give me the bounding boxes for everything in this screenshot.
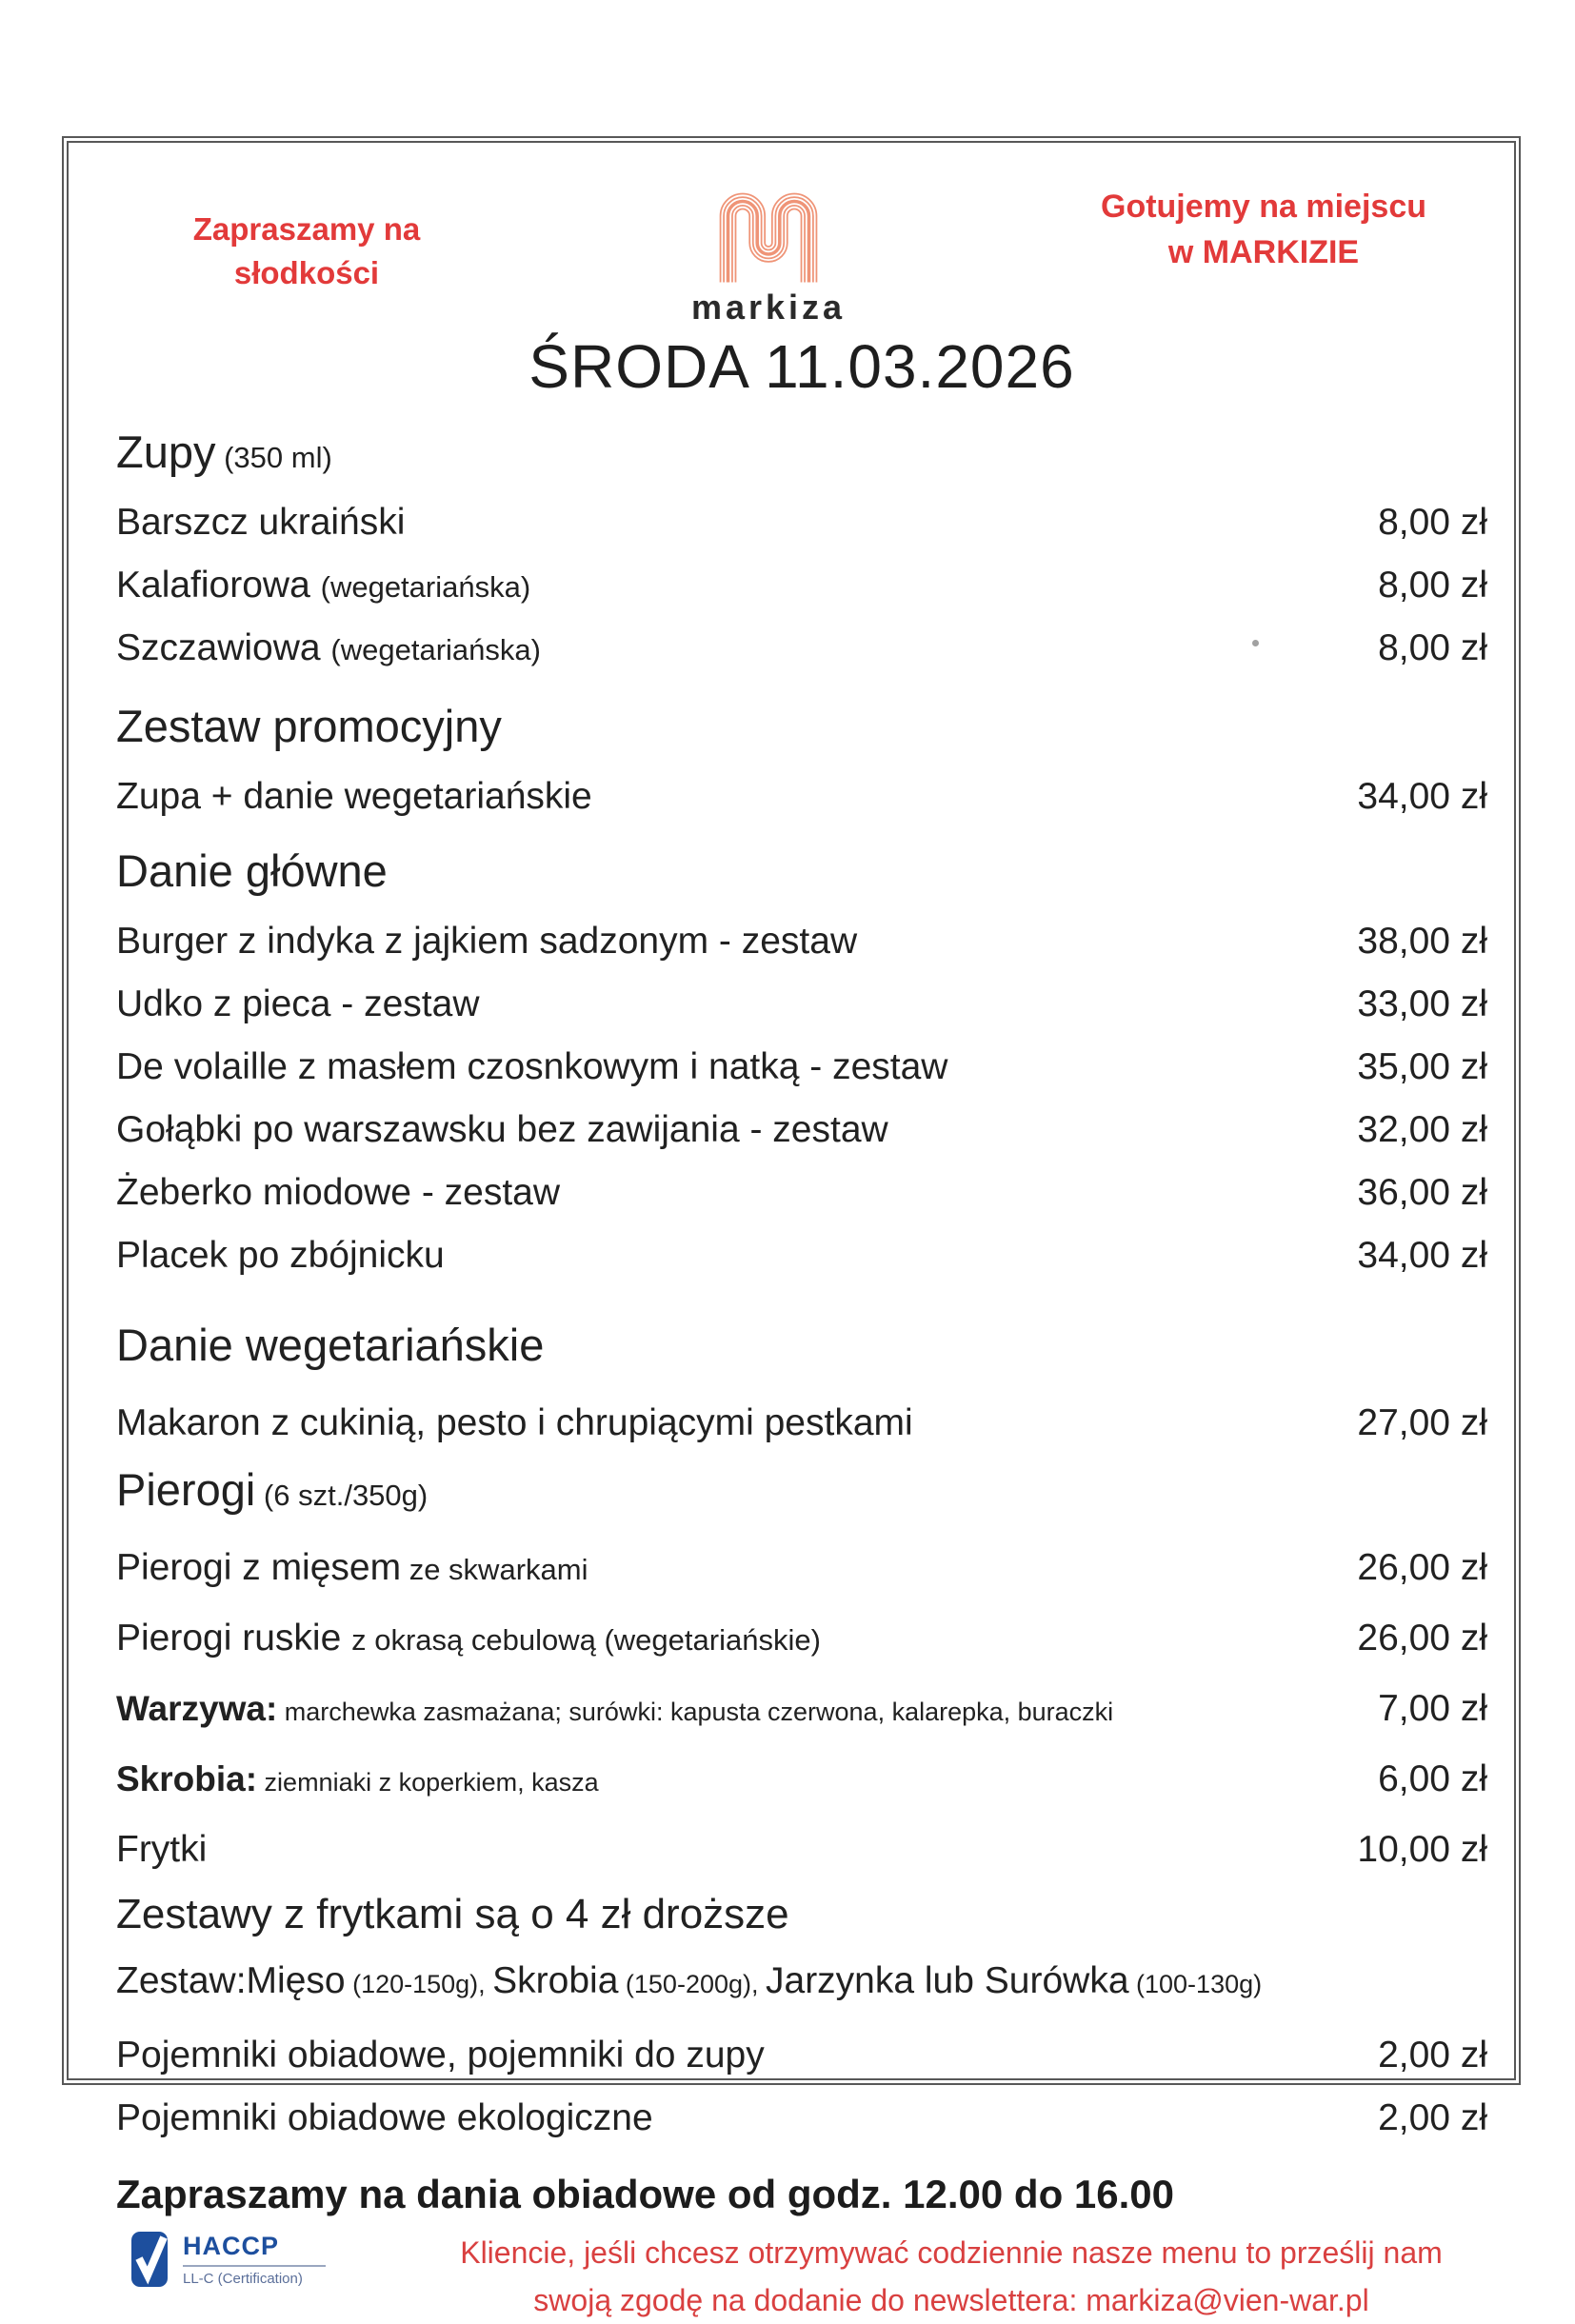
price: 8,00 zł	[1378, 627, 1487, 668]
price: 2,00 zł	[1378, 2035, 1487, 2076]
haccp-checkmark-icon	[130, 2230, 169, 2293]
price: 26,00 zł	[1357, 1547, 1487, 1588]
dish-name	[116, 2028, 1359, 2091]
dish-name-segment: Kalafiorowa	[116, 565, 321, 606]
dish-name-segment: Placek po zbójnicku	[116, 1235, 445, 1276]
dish-name	[116, 840, 1487, 914]
dish-name-segment: (150-200g),	[618, 1970, 766, 1998]
dish-name-segment: (100-130g)	[1128, 1970, 1263, 1998]
dish-name	[116, 769, 1338, 832]
promo-sweets-line1: Zapraszamy na	[192, 211, 421, 247]
promo-sweets-note	[116, 208, 497, 295]
price: 34,00 zł	[1357, 776, 1487, 817]
price: 2,00 zł	[1378, 2097, 1487, 2138]
dish-name-segment: (120-150g),	[345, 1970, 493, 1998]
menu-row	[116, 1681, 1487, 1744]
price: 38,00 zł	[1357, 921, 1487, 962]
menu-row	[116, 1611, 1487, 1674]
dish-name-segment: (6 szt./350g)	[255, 1479, 429, 1512]
dish-name	[116, 1681, 1359, 1744]
logo-wordmark: markiza	[690, 288, 847, 327]
menu-row	[116, 621, 1487, 684]
markiza-logo-icon	[706, 173, 831, 286]
dish-name-segment: Zupy	[116, 427, 216, 477]
haccp-text	[183, 2232, 326, 2287]
menu-row	[116, 1752, 1487, 1815]
menu-row	[116, 914, 1487, 977]
logo-block	[497, 173, 1040, 328]
price: 7,00 zł	[1378, 1688, 1487, 1729]
dish-name-segment: De volaille z masłem czosnkowym i natką - zestaw	[116, 1046, 948, 1087]
dish-name	[116, 621, 1359, 684]
menu-row	[116, 495, 1487, 558]
opening-hours-line: Zapraszamy na dania obiadowe od godz. 12.00 do 16.00	[116, 2172, 1174, 2216]
dish-name-segment: Żeberko miodowe - zestaw	[116, 1172, 561, 1213]
dish-name	[116, 1040, 1338, 1102]
dish-name-segment: Frytki	[116, 1829, 208, 1870]
dish-name	[116, 977, 1338, 1040]
menu-row	[116, 1102, 1487, 1165]
menu-sheet	[62, 136, 1521, 2317]
menu-row	[116, 769, 1487, 832]
promo-cooking-line1: Gotujemy na miejscu	[1101, 189, 1426, 225]
dish-name	[116, 421, 1487, 495]
newsletter-line2: swoją zgodę na dodanie do newslettera: markiza@vien-war.pl	[533, 2282, 1369, 2317]
promo-cooking-note	[1040, 185, 1487, 275]
dish-name-segment: Barszcz ukraiński	[116, 502, 406, 543]
haccp-title: HACCP	[183, 2232, 280, 2260]
haccp-divider	[183, 2265, 326, 2267]
dish-name-segment: Pierogi z mięsem	[116, 1547, 402, 1588]
dish-name-segment: Makaron z cukinią, pesto i chrupiącymi pestkami	[116, 1402, 913, 1443]
price: 35,00 zł	[1357, 1046, 1487, 1087]
haccp-certification	[130, 2230, 415, 2293]
dish-name-segment: Jarzynka lub Surówka	[766, 1960, 1129, 2001]
dish-name-segment: Zestaw:Mięso	[116, 1960, 346, 2001]
dish-name	[116, 495, 1359, 558]
menu-row	[116, 1228, 1487, 1291]
header	[116, 168, 1487, 328]
price: 36,00 zł	[1357, 1172, 1487, 1213]
price: 6,00 zł	[1378, 1758, 1487, 1799]
price: 8,00 zł	[1378, 502, 1487, 543]
menu-row	[116, 977, 1487, 1040]
dish-name	[116, 1228, 1338, 1291]
dish-name-segment: Skrobia:	[116, 1759, 258, 1798]
dish-name-segment: (350 ml)	[215, 441, 332, 474]
dish-name-segment: (wegetariańska)	[330, 633, 541, 666]
menu-row	[116, 2028, 1487, 2091]
menu-section-header	[116, 1314, 1487, 1388]
dish-name	[116, 1954, 1487, 2016]
dish-name	[116, 914, 1338, 977]
page-title: ŚRODA 11.03.2026	[528, 332, 1075, 401]
dish-name	[116, 1885, 1487, 1954]
haccp-subtitle: LL-C (Certification)	[183, 2271, 303, 2287]
price: 33,00 zł	[1357, 983, 1487, 1024]
menu-row	[116, 1040, 1487, 1102]
dish-name-segment: Gołąbki po warszawsku bez zawijania - zestaw	[116, 1109, 888, 1150]
price: 26,00 zł	[1357, 1618, 1487, 1659]
dish-name-segment: z okrasą cebulową (wegetariańskie)	[351, 1623, 821, 1657]
dish-name-segment: Udko z pieca - zestaw	[116, 983, 480, 1024]
dish-name-segment: Burger z indyka z jajkiem sadzonym - zestaw	[116, 921, 858, 962]
menu-section-header	[116, 840, 1487, 914]
footer	[116, 2230, 1487, 2324]
dish-name-segment: Pierogi	[116, 1464, 256, 1515]
promo-sweets-line2: słodkości	[233, 255, 380, 291]
dish-name	[116, 1611, 1338, 1674]
dish-name	[116, 1396, 1338, 1459]
menu-row	[116, 2091, 1487, 2154]
dish-name-segment: Pojemniki obiadowe, pojemniki do zupy	[116, 2035, 765, 2076]
dish-name	[116, 1822, 1338, 1885]
stray-mark	[1252, 640, 1259, 646]
price: 8,00 zł	[1378, 565, 1487, 606]
dish-name	[116, 1752, 1359, 1815]
price: 34,00 zł	[1357, 1235, 1487, 1276]
menu-section-header	[116, 1459, 1487, 1533]
dish-name	[116, 1540, 1338, 1603]
dish-name-segment: Pierogi ruskie	[116, 1618, 352, 1659]
dish-name-segment: Zupa + danie wegetariańskie	[116, 776, 592, 817]
dish-name-segment: Danie główne	[116, 845, 388, 896]
menu-section-header	[116, 695, 1487, 769]
price: 10,00 zł	[1357, 1829, 1487, 1870]
newsletter-line1: Kliencie, jeśli chcesz otrzymywać codziennie nasze menu to prześlij nam	[460, 2235, 1443, 2270]
dish-name-segment: (wegetariańska)	[320, 570, 531, 604]
menu-row	[116, 1954, 1487, 2016]
menu-row	[116, 1165, 1487, 1228]
dish-name	[116, 1459, 1487, 1533]
dish-name	[116, 558, 1359, 621]
dish-name-segment: Skrobia	[492, 1960, 619, 2001]
dish-name	[116, 2091, 1359, 2154]
dish-name-segment: ziemniaki z koperkiem, kasza	[257, 1768, 599, 1797]
dish-name-segment: Szczawiowa	[116, 627, 331, 668]
dish-name-segment: Zestaw promocyjny	[116, 701, 502, 751]
dish-name-segment: Zestawy z frytkami są o 4 zł droższe	[116, 1891, 789, 1937]
menu-row	[116, 1822, 1487, 1885]
menu-section-header	[116, 421, 1487, 495]
dish-name-segment: ze skwarkami	[401, 1553, 588, 1586]
menu-row	[116, 1540, 1487, 1603]
dish-name-segment: Danie wegetariańskie	[116, 1320, 545, 1370]
dish-name	[116, 1102, 1338, 1165]
menu-row	[116, 558, 1487, 621]
dish-name	[116, 695, 1487, 769]
dish-name-segment: marchewka zasmażana; surówki: kapusta czerwona, kalarepka, buraczki	[277, 1698, 1114, 1726]
menu-list	[116, 421, 1487, 2154]
newsletter-note	[415, 2230, 1487, 2324]
price: 27,00 zł	[1357, 1402, 1487, 1443]
menu-row	[116, 1396, 1487, 1459]
price: 32,00 zł	[1357, 1109, 1487, 1150]
dish-name	[116, 1314, 1487, 1388]
menu-row	[116, 1885, 1487, 1954]
dish-name	[116, 1165, 1338, 1228]
promo-cooking-line2: w MARKIZIE	[1167, 233, 1360, 270]
dish-name-segment: Warzywa:	[116, 1689, 278, 1728]
dish-name-segment: Pojemniki obiadowe ekologiczne	[116, 2097, 653, 2138]
